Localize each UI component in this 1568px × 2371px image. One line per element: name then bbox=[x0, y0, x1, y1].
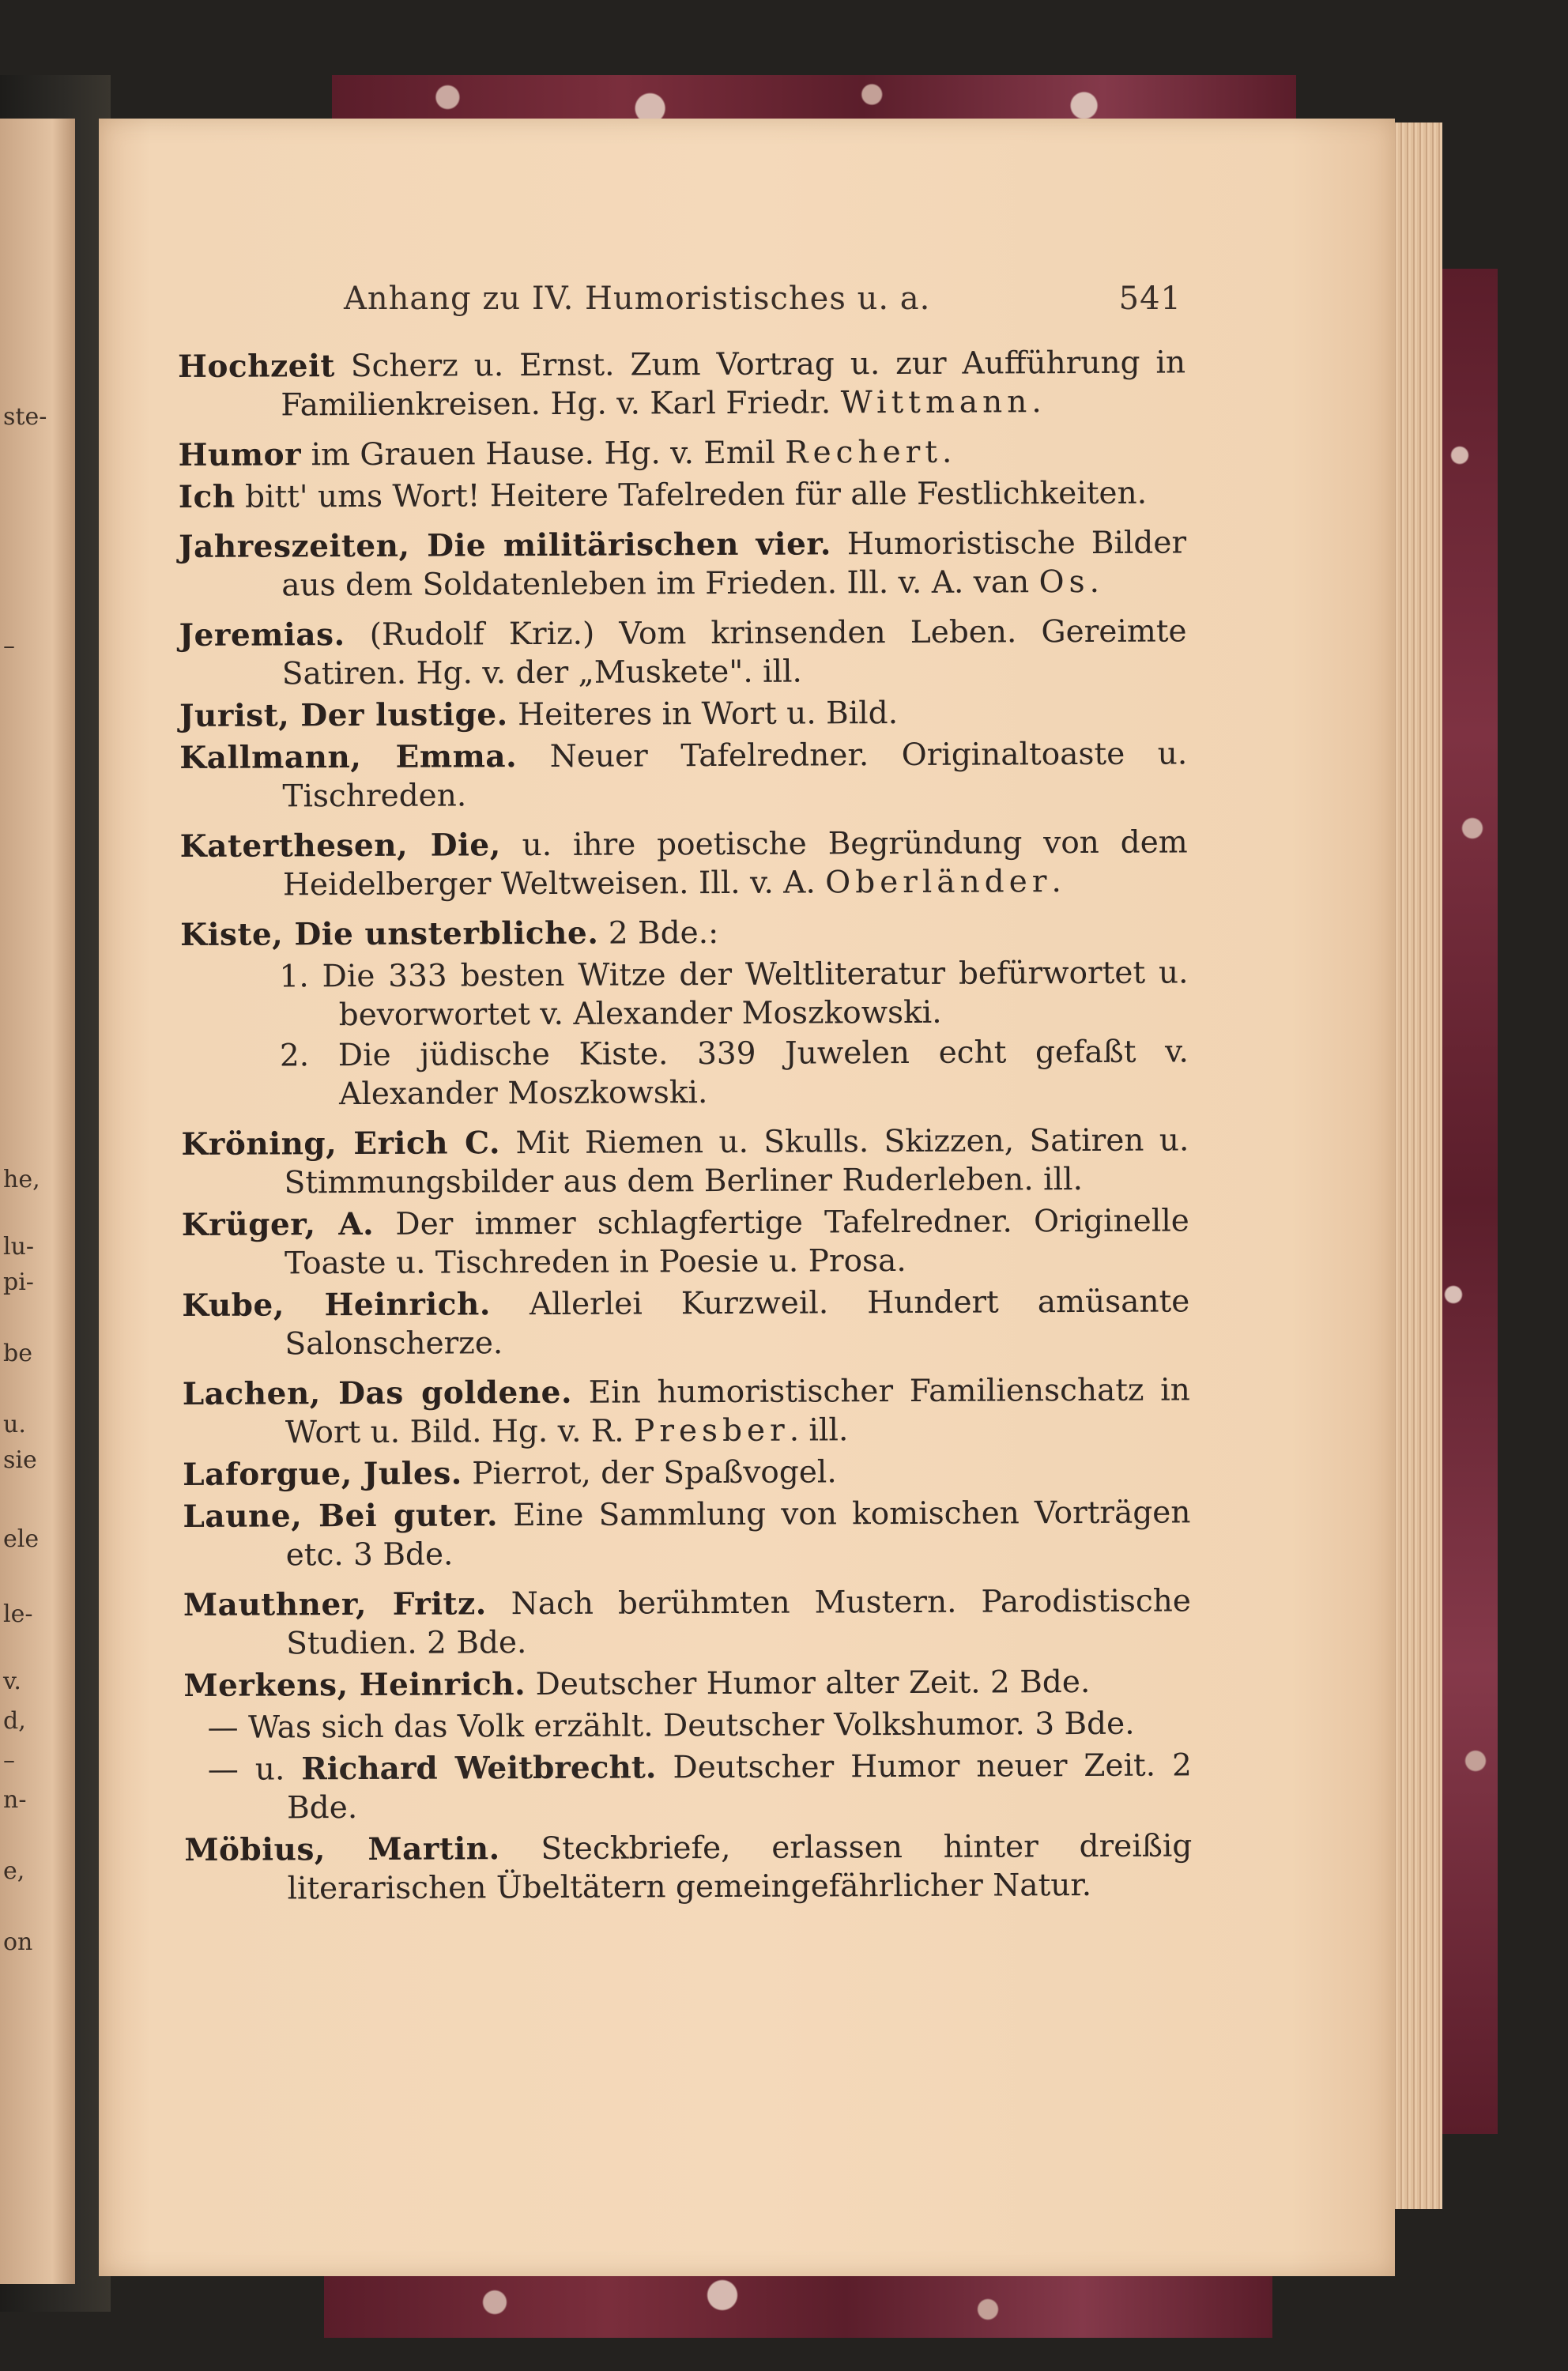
prev-page-fragment: n- bbox=[3, 1786, 27, 1814]
prev-page-fragment: ele bbox=[3, 1525, 40, 1553]
marbled-edge-right bbox=[1434, 269, 1498, 2134]
prev-page-fragment: pi- bbox=[3, 1268, 34, 1296]
prev-page-fragment: on bbox=[3, 1928, 33, 1956]
sub-list-item: 2. Die jüdische Kiste. 339 Juwelen echt gefaßt v. Alexander Moszkowski. bbox=[279, 1034, 1189, 1113]
list-item: Humor im Grauen Hause. Hg. v. Emil Rechert. bbox=[178, 434, 952, 473]
prev-page-fragment: be bbox=[3, 1340, 32, 1367]
prev-page-fragment: d, bbox=[3, 1707, 26, 1735]
list-item: Kallmann, Emma. Neuer Tafelredner. Originaltoaste u. Tischreden. bbox=[179, 736, 1188, 815]
prev-page-fragment: e, bbox=[3, 1857, 25, 1885]
prev-page-fragment: u. bbox=[3, 1411, 26, 1438]
prev-page-fragment: he, bbox=[3, 1166, 40, 1193]
list-item: Merkens, Heinrich. Deutscher Humor alter Zeit. 2 Bde. bbox=[183, 1664, 1091, 1704]
prev-page-fragment: sie bbox=[3, 1446, 37, 1474]
list-item: Hochzeit Scherz u. Ernst. Zum Vortrag u. zur Aufführung in Familienkreisen. Hg. v. Karl Friedr. Wittmann. bbox=[178, 345, 1186, 424]
list-item: Lachen, Das goldene. Ein humoristischer Familienschatz in Wort u. Bild. Hg. v. R. Presber. ill. bbox=[182, 1372, 1190, 1451]
prev-page-fragment: – bbox=[3, 1747, 15, 1774]
list-item: Laforgue, Jules. Pierrot, der Spaßvogel. bbox=[183, 1454, 837, 1493]
list-item: Krüger, A. Der immer schlagfertige Tafelredner. Originelle Toaste u. Tischreden in Poesie u. Prosa. bbox=[181, 1203, 1189, 1282]
header-title: Anhang zu IV. Humoristisches u. a. bbox=[344, 281, 931, 317]
list-item: Katerthesen, Die, u. ihre poetische Begründung von dem Heidelberger Weltweisen. Ill. v. A. Oberländer. bbox=[179, 824, 1188, 903]
list-item: Kröning, Erich C. Mit Riemen u. Skulls. Skizzen, Satiren u. Stimmungsbilder aus dem Berliner Ruderleben. ill. bbox=[181, 1122, 1189, 1201]
prev-page-fragment: – bbox=[3, 632, 15, 660]
prev-page-fragment: lu- bbox=[3, 1233, 35, 1261]
continuation-item: — Was sich das Volk erzählt. Deutscher Volkshumor. 3 Bde. bbox=[207, 1706, 1135, 1746]
list-item: Jurist, Der lustige. Heiteres in Wort u. Bild. bbox=[179, 695, 899, 734]
prev-page-fragment: ste- bbox=[3, 403, 47, 431]
list-item: Mauthner, Fritz. Nach berühmten Mustern. Parodistische Studien. 2 Bde. bbox=[183, 1583, 1192, 1662]
list-item: Jeremias. (Rudolf Kriz.) Vom krinsenden Leben. Gereimte Satiren. Hg. v. der „Muskete". ill. bbox=[179, 613, 1187, 692]
sub-list-item: 1. Die 333 besten Witze der Weltliteratur befürwortet u. bevorwortet v. Alexander Moszkowski. bbox=[279, 955, 1189, 1034]
list-item: Möbius, Martin. Steckbriefe, erlassen hinter dreißig literarischen Übeltätern gemeingefährlicher Natur. bbox=[184, 1828, 1193, 1907]
list-item: Kube, Heinrich. Allerlei Kurzweil. Hundert amüsante Salonscherze. bbox=[182, 1284, 1190, 1363]
list-item: Ich bitt' ums Wort! Heitere Tafelreden für alle Festlichkeiten. bbox=[178, 475, 1148, 515]
running-header bbox=[344, 281, 1182, 328]
list-item: Laune, Bei guter. Eine Sammlung von komischen Vorträgen etc. 3 Bde. bbox=[183, 1495, 1191, 1574]
prev-page-fragment: le- bbox=[3, 1600, 33, 1628]
bibliography-list bbox=[178, 343, 1193, 1912]
list-item: Kiste, Die unsterbliche. 2 Bde.: bbox=[180, 914, 719, 953]
marbled-edge-bottom bbox=[324, 2267, 1272, 2338]
prev-page-fragment: v. bbox=[3, 1668, 21, 1695]
previous-page-edge bbox=[0, 119, 75, 2284]
page-number: 541 bbox=[1118, 281, 1182, 317]
list-item: Jahreszeiten, Die militärischen vier. Humoristische Bilder aus dem Soldatenleben im Frieden. Ill. v. A. van Os. bbox=[178, 525, 1187, 604]
continuation-item: — u. Richard Weitbrecht. Deutscher Humor neuer Zeit. 2 Bde. bbox=[207, 1747, 1192, 1826]
